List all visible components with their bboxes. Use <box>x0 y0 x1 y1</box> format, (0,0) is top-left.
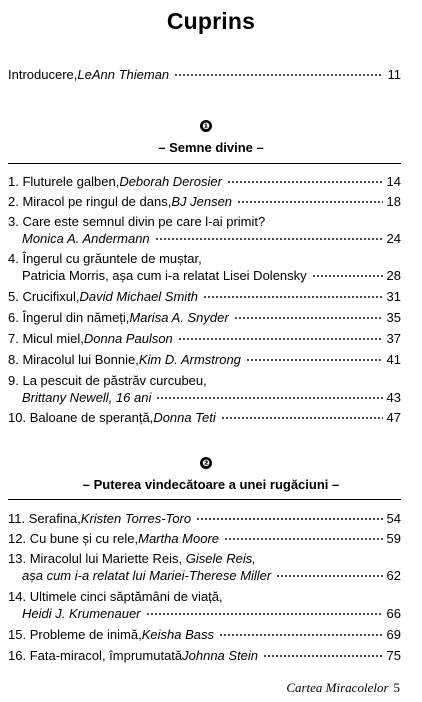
divider <box>8 499 401 500</box>
page-footer <box>286 680 400 696</box>
toc-entry[interactable] <box>8 372 401 406</box>
toc-entry[interactable] <box>8 309 401 326</box>
entry-page: 69 <box>386 627 401 642</box>
entry-text: Care este semnul divin pe care l-ai primit? <box>22 214 266 229</box>
toc-entry[interactable] <box>8 647 401 664</box>
toc-entry[interactable] <box>8 288 401 305</box>
entry-page: 54 <box>386 511 401 526</box>
page-title: Cuprins <box>166 8 256 34</box>
entry-number: 5. <box>8 289 19 304</box>
entry-number: 10. <box>8 410 27 425</box>
entry-page: 24 <box>386 231 401 246</box>
entry-page: 47 <box>386 410 401 425</box>
entry-author: Donna Paulson <box>83 331 173 346</box>
entry-number: 2. <box>8 194 19 209</box>
toc-entry[interactable] <box>8 550 401 584</box>
entry-number: 11. <box>8 511 26 526</box>
entry-text: Micul miel, <box>22 331 84 346</box>
entry-author: Marisa A. Snyder <box>129 310 229 325</box>
entry-number: 12. <box>8 531 27 546</box>
entry-author: Martha Moore <box>138 531 220 546</box>
toc-entry[interactable] <box>8 213 401 247</box>
entry-number: 4. <box>8 251 19 266</box>
entry-author: Kim D. Armstrong <box>138 352 241 367</box>
entry-number: 13. <box>8 551 27 566</box>
toc-entry[interactable] <box>8 530 401 547</box>
divider <box>8 163 401 164</box>
toc-entry[interactable] <box>8 330 401 347</box>
dot-leader <box>224 538 383 540</box>
dot-leader <box>276 575 382 577</box>
part-title: – Semne divine – <box>158 140 264 155</box>
part-title: – Puterea vindecătoare a unei rugăciuni – <box>82 477 340 492</box>
entry-page: 66 <box>386 606 401 621</box>
entry-page: 35 <box>386 310 401 325</box>
entry-number: 16. <box>8 648 27 663</box>
toc-entry[interactable] <box>8 510 401 527</box>
entry-text: La pescuit de păstrăv curcubeu, <box>22 373 207 388</box>
toc-entry[interactable] <box>8 626 401 643</box>
entry-number: 3. <box>8 214 19 229</box>
entry-page: 59 <box>386 531 401 546</box>
entry-number: 9. <box>8 373 19 388</box>
page-number: 5 <box>393 680 400 695</box>
toc-entry[interactable] <box>8 409 401 426</box>
entry-author: BJ Jensen <box>171 194 233 209</box>
entry-number: 15. <box>8 627 27 642</box>
entry-number: 1. <box>8 174 19 189</box>
dot-leader <box>174 74 383 76</box>
entry-text: Baloane de speranță, <box>29 410 154 425</box>
entry-page: 41 <box>386 352 401 367</box>
dot-leader <box>203 296 382 298</box>
entry-author: David Michael Smith <box>79 289 199 304</box>
entry-page: 18 <box>386 194 401 209</box>
dot-leader <box>312 275 383 277</box>
toc-entry[interactable] <box>8 193 401 210</box>
entry-author: Heidi J. Krumenauer <box>22 606 141 621</box>
entry-author: Donna Teti <box>153 410 216 425</box>
entry-page: 62 <box>386 568 401 583</box>
part-number-1-icon: ❶ <box>200 120 212 132</box>
dot-leader <box>146 613 383 615</box>
entry-author: Deborah Derosier <box>119 174 222 189</box>
entry-page: 31 <box>386 289 401 304</box>
entry-text: Serafina, <box>28 511 81 526</box>
entry-number: 6. <box>8 310 19 325</box>
entry-author: Gisele Reis, <box>185 551 256 566</box>
dot-leader <box>227 181 383 183</box>
entry-text: Fata-miracol, împrumutată <box>29 648 183 663</box>
entry-author: așa cum i-a relatat lui Mariei-Therese Miller <box>22 568 272 583</box>
entry-text: Crucifixul, <box>22 289 80 304</box>
entry-page: 37 <box>386 331 401 346</box>
dot-leader <box>155 238 383 240</box>
part-number-2-icon: ❷ <box>200 457 212 469</box>
entry-text: Probleme de inimă, <box>29 627 142 642</box>
entry-text: Miracolul lui Bonnie, <box>22 352 139 367</box>
entry-text: Îngerul cu grăuntele de muștar, <box>22 251 202 266</box>
entry-page: 75 <box>386 648 401 663</box>
toc-entry[interactable] <box>8 588 401 622</box>
entry-author: LeAnn Thieman <box>77 67 170 82</box>
toc-entry-intro[interactable] <box>8 66 401 83</box>
dot-leader <box>178 338 383 340</box>
dot-leader <box>196 518 382 520</box>
entry-text: Fluturele galben, <box>22 174 120 189</box>
entry-author: Brittany Newell, 16 ani <box>22 390 152 405</box>
entry-author: Johnna Stein <box>182 648 259 663</box>
dot-leader <box>246 359 383 361</box>
entry-text: Introducere, <box>8 67 78 82</box>
dot-leader <box>263 655 382 657</box>
dot-leader <box>234 317 383 319</box>
dot-leader <box>219 634 383 636</box>
entry-text: Miracolul lui Mariette Reis, <box>29 551 186 566</box>
entry-number: 8. <box>8 352 19 367</box>
entry-text: Ultimele cinci săptămâni de viață, <box>29 589 223 604</box>
toc-entry[interactable] <box>8 351 401 368</box>
entry-page: 14 <box>386 174 401 189</box>
dot-leader <box>156 397 382 399</box>
entry-page: 28 <box>386 268 401 283</box>
book-title: Cartea Miracolelor <box>286 680 389 695</box>
entry-author: Kristen Torres-Toro <box>80 511 192 526</box>
toc-entry[interactable] <box>8 173 401 190</box>
entry-author: Monica A. Andermann <box>22 231 150 246</box>
entry-author: Keisha Bass <box>141 627 214 642</box>
entry-number: 14. <box>8 589 27 604</box>
entry-text: Îngerul din nămeți, <box>22 310 130 325</box>
toc-entry[interactable] <box>8 250 401 284</box>
entry-text: Patricia Morris, așa cum i-a relatat Lisei Dolensky <box>22 268 307 283</box>
dot-leader <box>237 201 383 203</box>
entry-page: 43 <box>386 390 401 405</box>
entry-page: 11 <box>387 67 401 82</box>
entry-text: Miracol pe ringul de dans, <box>22 194 172 209</box>
entry-number: 7. <box>8 331 19 346</box>
dot-leader <box>221 417 383 419</box>
entry-text: Cu bune și cu rele, <box>29 531 139 546</box>
